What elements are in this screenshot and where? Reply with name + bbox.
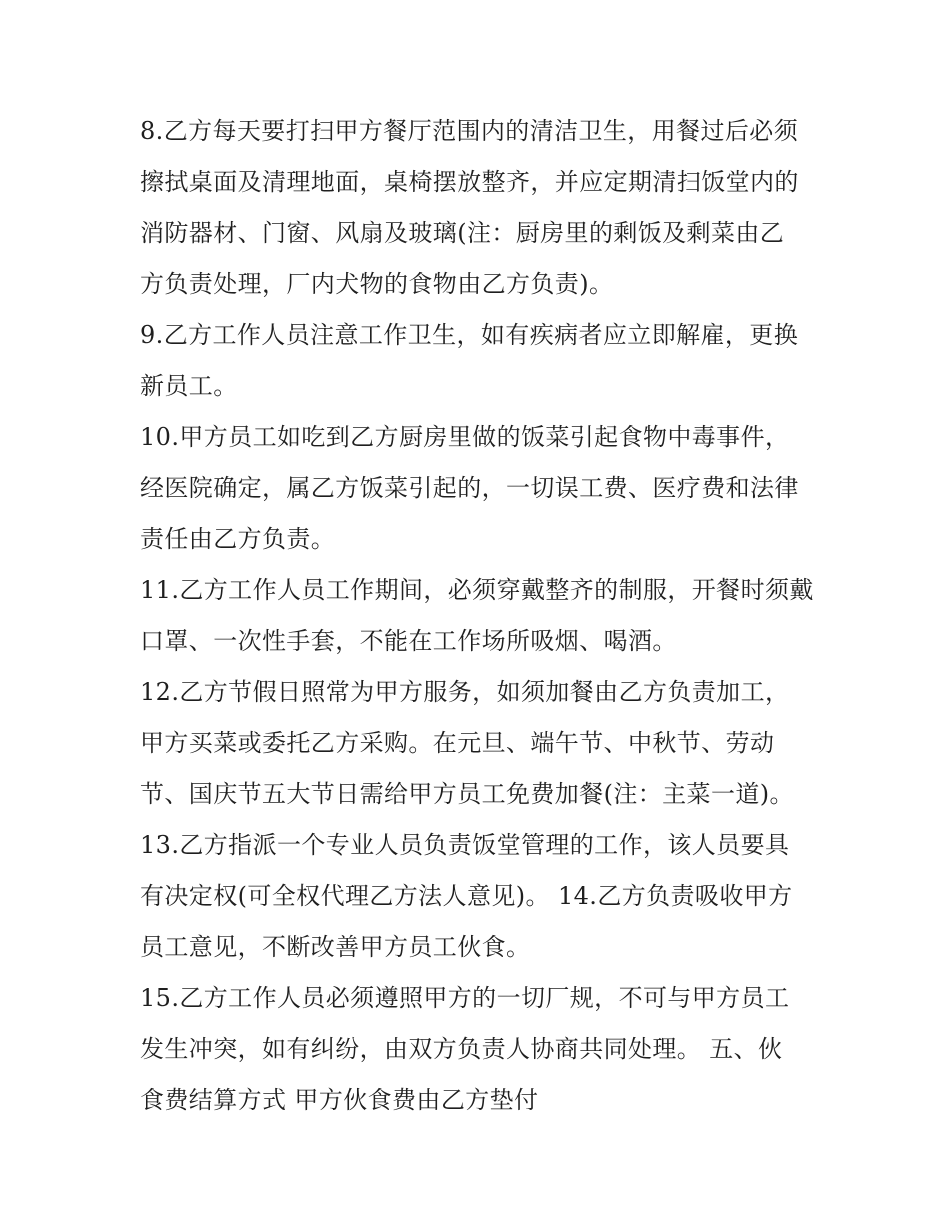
document-body bbox=[140, 106, 820, 1126]
text-line: 15.乙方工作人员必须遵照甲方的一切厂规，不可与甲方员工 bbox=[140, 984, 790, 1012]
text-line: 口罩、一次性手套，不能在工作场所吸烟、喝酒。 bbox=[140, 627, 677, 655]
text-line: 员工意见，不断改善甲方员工伙食。 bbox=[140, 933, 531, 961]
text-line: 食费结算方式 甲方伙食费由乙方垫付 bbox=[140, 1086, 539, 1114]
text-line: 责任由乙方负责。 bbox=[140, 525, 336, 553]
text-line: 10.甲方员工如吃到乙方厨房里做的饭菜引起食物中毒事件， bbox=[140, 423, 790, 451]
text-line: 8.乙方每天要打扫甲方餐厅范围内的清洁卫生，用餐过后必须 bbox=[140, 117, 799, 145]
text-line: 新员工。 bbox=[140, 372, 238, 400]
text-line: 9.乙方工作人员注意工作卫生，如有疾病者应立即解雇，更换 bbox=[140, 321, 799, 349]
text-line: 消防器材、门窗、风扇及玻璃(注：厨房里的剩饭及剩菜由乙 bbox=[140, 219, 785, 247]
text-line: 节、国庆节五大节日需给甲方员工免费加餐(注：主菜一道)。 bbox=[140, 780, 794, 808]
text-line: 有决定权(可全权代理乙方法人意见)。 14.乙方负责吸收甲方 bbox=[140, 882, 793, 910]
text-line: 方负责处理，厂内犬物的食物由乙方负责)。 bbox=[140, 270, 614, 298]
text-line: 12.乙方节假日照常为甲方服务，如须加餐由乙方负责加工， bbox=[140, 678, 790, 706]
text-line: 甲方买菜或委托乙方采购。在元旦、端午节、中秋节、劳动 bbox=[140, 729, 775, 757]
text-line: 11.乙方工作人员工作期间，必须穿戴整齐的制服，开餐时须戴 bbox=[140, 576, 814, 604]
text-line: 擦拭桌面及清理地面，桌椅摆放整齐，并应定期清扫饭堂内的 bbox=[140, 168, 799, 196]
text-line: 发生冲突，如有纠纷，由双方负责人协商共同处理。 五、伙 bbox=[140, 1035, 783, 1063]
text-line: 13.乙方指派一个专业人员负责饭堂管理的工作，该人员要具 bbox=[140, 831, 790, 859]
text-line: 经医院确定，属乙方饭菜引起的，一切误工费、医疗费和法律 bbox=[140, 474, 799, 502]
